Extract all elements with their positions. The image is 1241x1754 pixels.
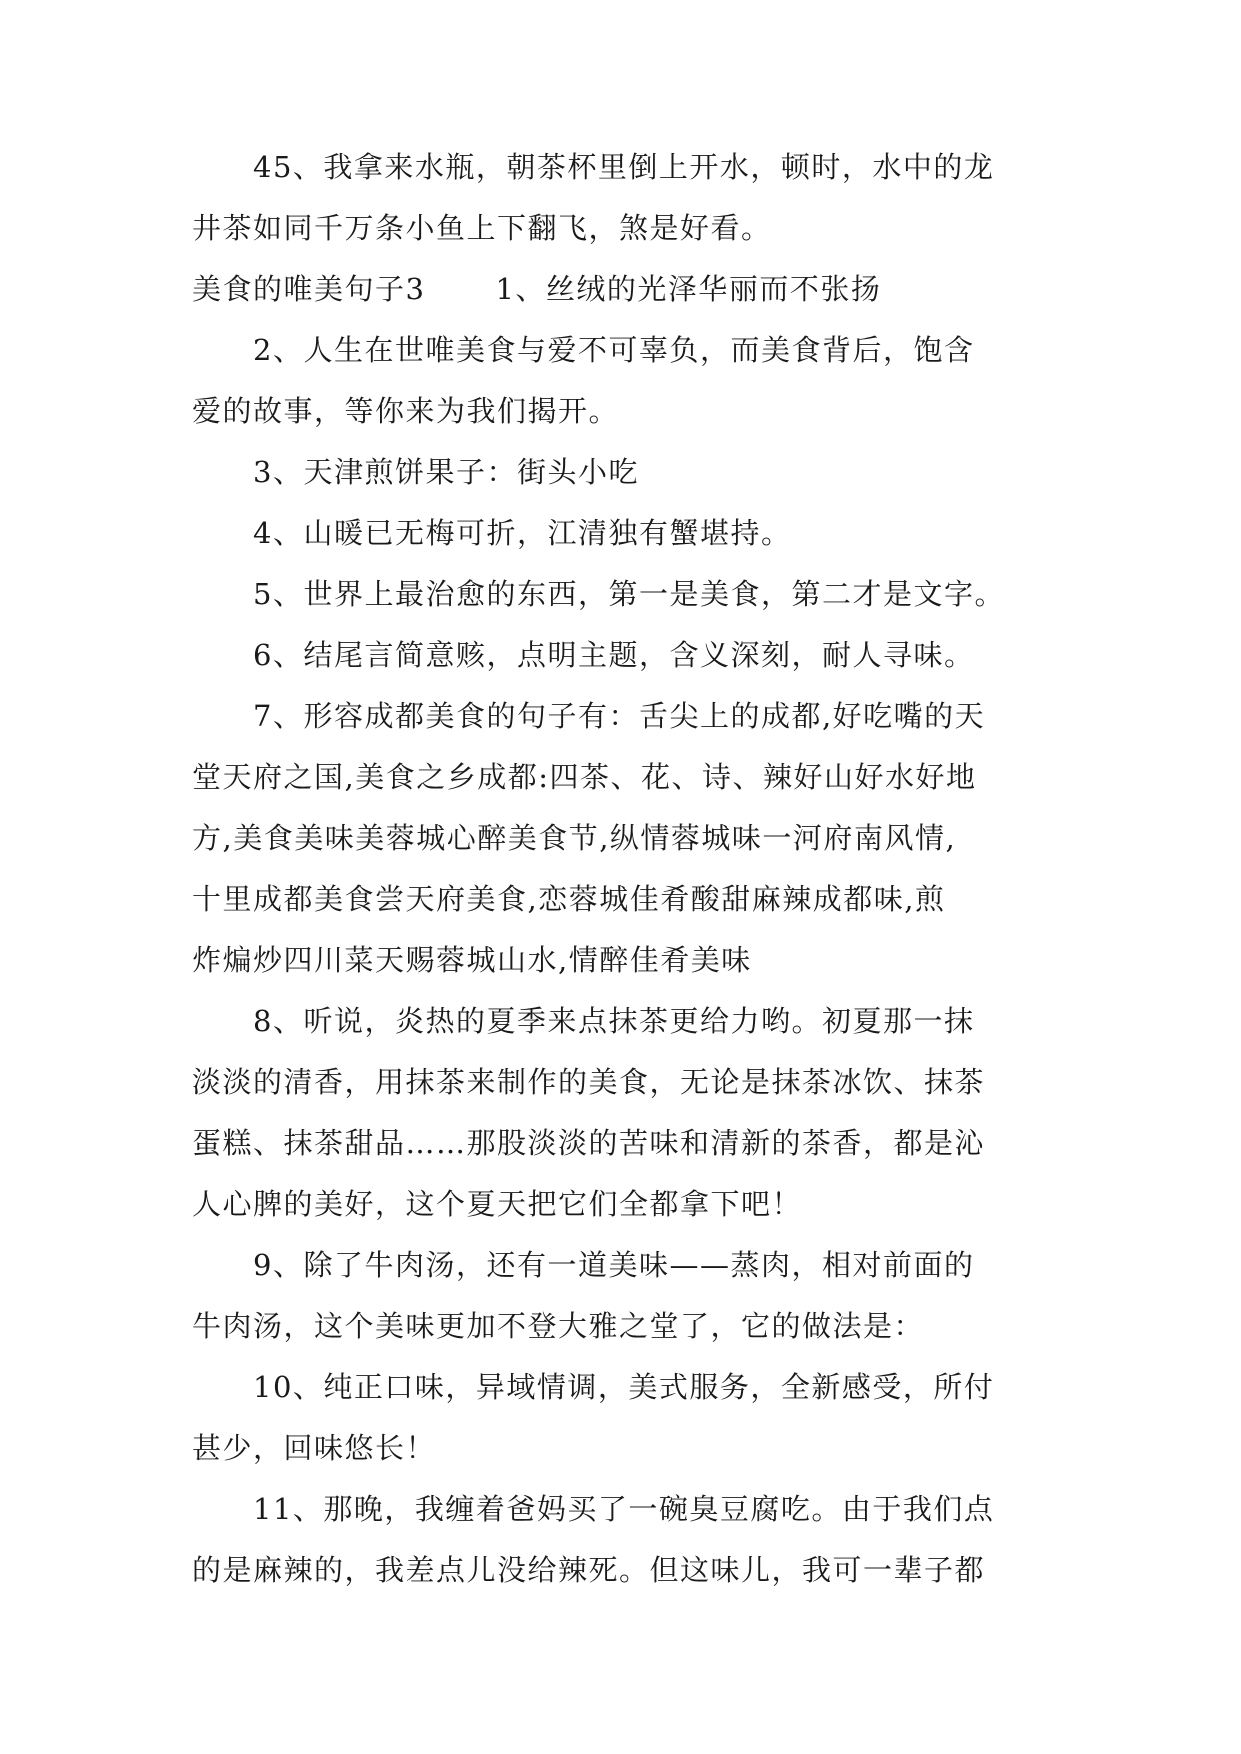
section-first-item: 1、丝绒的光泽华丽而不张扬 [495,272,882,306]
item-line: 牛肉汤，这个美味更加不登大雅之堂了，它的做法是： [192,1309,925,1343]
list-item [192,1357,1052,1479]
item-line: 4、山暖已无梅可折，江清独有蟹堪持。 [253,516,792,550]
section-title: 美食的唯美句子3 [192,272,426,306]
item-line: 炸煸炒四川菜天赐蓉城山水,情醉佳肴美味 [192,943,752,977]
item-line: 10、纯正口味，异域情调，美式服务，全新感受，所付 [253,1370,995,1404]
document-body [192,137,1052,1601]
list-item [192,564,1052,625]
list-item [192,320,1052,442]
paragraph-line: 井茶如同千万条小鱼上下翻飞，煞是好看。 [192,211,772,245]
list-item [192,991,1052,1235]
item-line: 6、结尾言简意赅，点明主题，含义深刻，耐人寻味。 [253,638,975,672]
list-item [192,1235,1052,1357]
item-line: 人心脾的美好，这个夏天把它们全都拿下吧！ [192,1187,803,1221]
item-line: 堂天府之国,美食之乡成都:四茶、花、诗、辣好山好水好地 [192,760,977,794]
item-line: 爱的故事，等你来为我们揭开。 [192,394,620,428]
item-line: 十里成都美食尝天府美食,恋蓉城佳肴酸甜麻辣成都味,煎 [192,882,946,916]
paragraph-line: 45、我拿来水瓶，朝茶杯里倒上开水，顿时，水中的龙 [253,150,995,184]
section-heading [192,259,1052,320]
item-line: 8、听说，炎热的夏季来点抹茶更给力哟。初夏那一抹 [253,1004,975,1038]
item-line: 3、天津煎饼果子：街头小吃 [253,455,639,489]
list-item [192,625,1052,686]
item-line: 7、形容成都美食的句子有：舌尖上的成都,好吃嘴的天 [253,699,986,733]
item-line: 甚少，回味悠长！ [192,1431,437,1465]
list-item [192,503,1052,564]
item-line: 淡淡的清香，用抹茶来制作的美食，无论是抹茶冰饮、抹茶 [192,1065,986,1099]
list-item [192,442,1052,503]
item-line: 5、世界上最治愈的东西，第一是美食，第二才是文字。 [253,577,1005,611]
item-line: 蛋糕、抹茶甜品……那股淡淡的苦味和清新的茶香，都是沁 [192,1126,986,1160]
item-line: 方,美食美味美蓉城心醉美食节,纵情蓉城味一河府南风情, [192,821,957,855]
item-line: 2、人生在世唯美食与爱不可辜负，而美食背后，饱含 [253,333,975,367]
paragraph-45 [192,137,1052,259]
item-line: 11、那晚，我缠着爸妈买了一碗臭豆腐吃。由于我们点 [253,1492,995,1526]
item-line: 的是麻辣的，我差点儿没给辣死。但这味儿，我可一辈子都 [192,1553,986,1587]
list-item [192,1479,1052,1601]
list-item [192,686,1052,991]
item-line: 9、除了牛肉汤，还有一道美味——蒸肉，相对前面的 [253,1248,975,1282]
